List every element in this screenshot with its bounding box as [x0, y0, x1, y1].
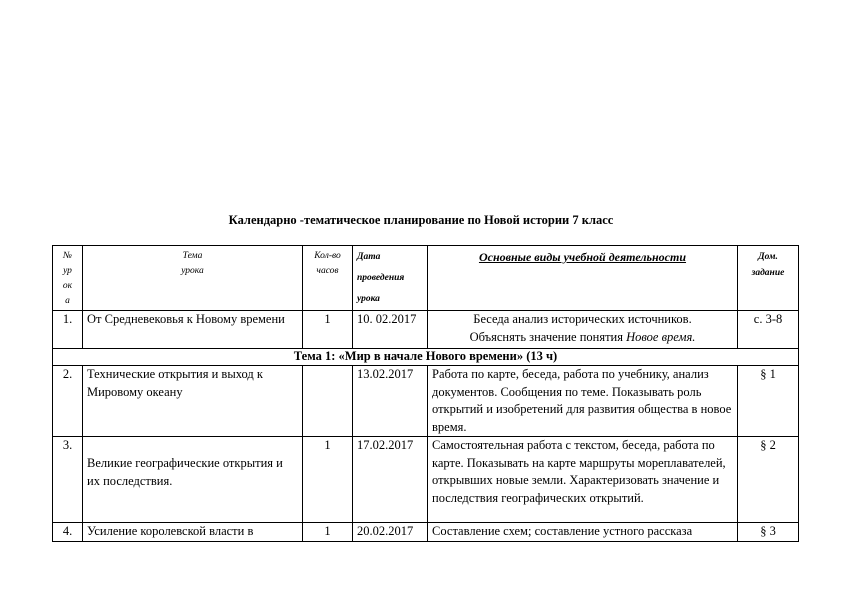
header-hours: [303, 246, 353, 311]
lesson-hours: 1: [303, 311, 353, 349]
activity-line: Беседа анализ исторических источников.: [473, 312, 692, 326]
activity-line: [432, 329, 733, 347]
lesson-homework: § 3: [738, 523, 799, 542]
lesson-topic: Технические открытия и выход к Мировому океану: [83, 366, 303, 437]
lesson-date: 10. 02.2017: [353, 311, 428, 349]
lesson-activity: [428, 311, 738, 349]
lesson-hours: 1: [303, 437, 353, 523]
header-homework: [738, 246, 799, 311]
header-number-line: ок: [62, 281, 73, 291]
page-title: Календарно -тематическое планирование по Новой истории 7 класс: [228, 213, 614, 227]
lesson-homework: с. 3-8: [738, 311, 799, 349]
lesson-number: 4.: [53, 523, 83, 542]
lesson-number: 3.: [53, 437, 83, 523]
lesson-number: 1.: [53, 311, 83, 349]
lesson-topic: Усиление королевской власти в: [83, 523, 303, 542]
lesson-topic-cell: [83, 437, 303, 523]
lesson-activity: Самостоятельная работа с текстом, беседа, работа по карте. Показывать на карте маршруты мореплавателей, открывших новые земли. Характеризовать значение и последствия географических открытий.: [428, 437, 738, 523]
lesson-topic: От Средневековья к Новому времени: [83, 311, 303, 349]
header-topic-line: урока: [181, 266, 204, 276]
header-homework-line: задание: [751, 268, 785, 278]
header-hours-line: часов: [316, 266, 339, 276]
header-date-line: урока: [357, 294, 380, 304]
header-number-line: №: [63, 251, 72, 261]
section-row: [53, 349, 799, 366]
lesson-date: 17.02.2017: [353, 437, 428, 523]
table-row: [53, 366, 799, 437]
lesson-activity: Составление схем; составление устного рассказа: [428, 523, 738, 542]
lesson-topic: Великие географические открытия и их последствия.: [87, 456, 283, 488]
table-row: [53, 437, 799, 523]
lesson-hours: 1: [303, 523, 353, 542]
lesson-activity: Работа по карте, беседа, работа по учебнику, анализ документов. Сообщения по теме. Показывать роль открытий и изобретений для развития общества в новое время.: [428, 366, 738, 437]
header-topic-line: Тема: [182, 251, 203, 261]
lesson-homework: § 1: [738, 366, 799, 437]
header-activity: Основные виды учебной деятельности: [428, 246, 738, 311]
table-header-row: [53, 246, 799, 311]
section-title: Тема 1: «Мир в начале Нового времени» (13 ч): [53, 349, 799, 366]
header-date-line: проведения: [357, 273, 405, 283]
activity-term: Новое время.: [626, 329, 696, 344]
lesson-hours: [303, 366, 353, 437]
header-date-line: Дата: [357, 252, 381, 262]
header-homework-line: Дом.: [758, 252, 778, 262]
table-row: [53, 311, 799, 349]
table-row: [53, 523, 799, 542]
header-number: [53, 246, 83, 311]
lesson-date: 20.02.2017: [353, 523, 428, 542]
lesson-plan-table: [52, 245, 799, 542]
header-date: [353, 246, 428, 311]
lesson-date: 13.02.2017: [353, 366, 428, 437]
activity-text: Объяснять значение понятия: [469, 329, 627, 344]
lesson-number: 2.: [53, 366, 83, 437]
header-number-line: ур: [63, 266, 72, 276]
lesson-homework: § 2: [738, 437, 799, 523]
header-topic: [83, 246, 303, 311]
header-number-line: а: [65, 296, 70, 306]
header-hours-line: Кол-во: [314, 251, 341, 261]
